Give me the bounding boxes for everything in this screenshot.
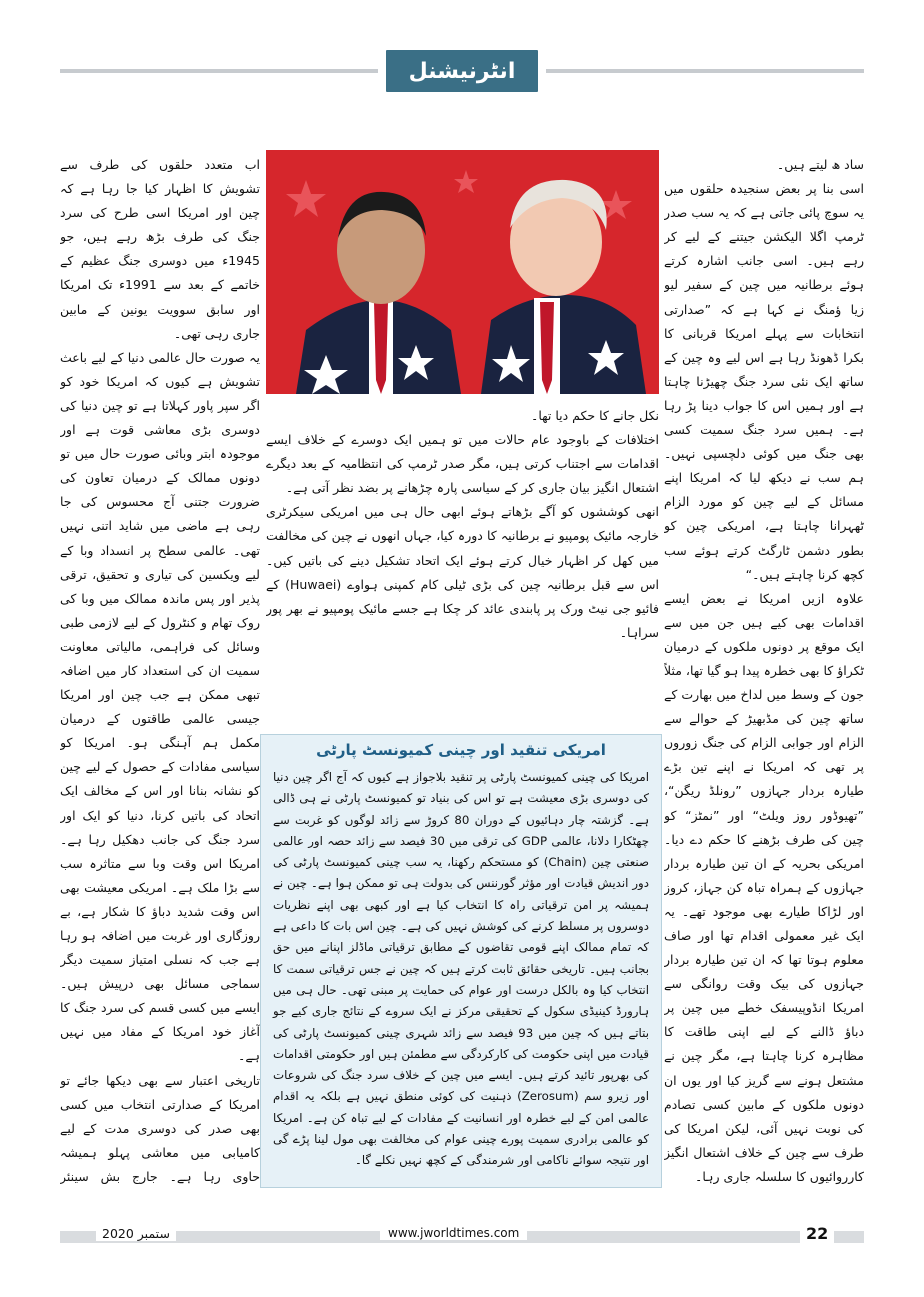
paragraph: تاریخی اعتبار سے بھی دیکھا جائے تو امریکا کے صدارتی انتخاب میں کسی بھی صدر کی دوسری مدت کے لیے کامیابی میں معاشی پہلو ہمیشہ حاوی رہا ہے۔ جارج بش سینئر	[60, 1072, 260, 1184]
paragraph: اختلافات کے باوجود عام حالات میں تو ہمیں ایک دوسرے کے خلاف ایسے اقدامات سے اجتناب کرتی ہیں، مگر صدر ٹرمپ کی انتظامیہ کے بعد دیگرے اشتعال انگیز بیان جاری کر کے سیاسی پارہ چڑھانے پر بضد نظر آتی ہے۔	[266, 432, 659, 496]
leaders-photo	[266, 150, 659, 394]
paragraph: یہ صورت حال عالمی دنیا کے لیے باعث تشویش ہے کیوں کہ امریکا خود کو اگر سپر پاور کہلاتا ہے تو چین دنیا کی دوسری بڑی معاشی قوت ہے اور موجودہ ابتر وبائی صورت حال میں تو دونوں ممالک کے درمیان تعاون کی ضرورت جتنی آج محسوس کی جا رہی ہے ماضی میں شاید اتنی نہیں تھی۔ عالمی سطح پر انسداد وبا کے لیے ویکسین کی تیاری و تحقیق، ترقی پذیر اور پس ماندہ ممالک میں وبا کی روک تھام و کنٹرول کے لیے لازمی طبی وسائل کی فراہمی، مالیاتی معاونت سمیت ان کی استعداد کار میں اضافہ تبھی ممکن ہے جب چین اور امریکا جیسی عالمی طاقتوں کے درمیان مکمل ہم آہنگی ہو۔ امریکا کو سیاسی مفادات کے حصول کے لیے چین کو نشانہ بنانا اور اس کے مخالف ایک اتحاد کی باتیں کرنا، دنیا کو ایک اور سرد جنگ کی جانب دھکیل رہا ہے۔ امریکا اس وقت وبا سے متاثرہ سب سے بڑا ملک ہے۔ امریکی معیشت بھی اس وقت شدید دباؤ کا شکار ہے، بے روزگاری اور غربت میں اضافہ ہو رہا ہے جب کہ نسلی امتیاز سمیت دیگر سماجی مسائل بھی درپیش ہیں۔ ایسے میں کسی قسم کی سرد جنگ کا آغاز خود امریکا کے مفاد میں نہیں ہے۔	[60, 349, 260, 1064]
paragraph: علاوہ ازیں امریکا نے بعض ایسے اقدامات بھی کیے ہیں جن میں سے ایک موقع پر دونوں ملکوں کے درمیان ٹکراؤ کا بھی خطرہ پیدا ہو گیا تھا، مثلاً جون کے وسط میں لداخ میں بھارت کے ساتھ چین کی مڈبھیڑ کے حوالے سے الزام اور جوابی الزام کی جنگ زوروں پر تھی کہ امریکا نے اپنے تین بڑے طیارہ بردار جہازوں ”رونلڈ ریگن“، ”تھیوڈور روز ویلٹ“ اور ”نمٹز“ کو چین کی طرف بڑھنے کا حکم دے دیا۔ امریکی بحریہ کے ان تین طیارہ بردار جہازوں کے ہمراہ تباہ کن جہاز، کروز اور لڑاکا طیارے بھی موجود تھے۔ یہ ایک غیر معمولی اقدام تھا اور صاف معلوم ہوتا تھا کہ ان تین طیارہ بردار جہازوں کی بیک وقت روانگی سے امریکا انڈوپیسفک خطے میں چین پر دباؤ ڈالنے کے لیے اپنی طاقت کا مظاہرہ کرنا چاہتا ہے، مگر چین نے مشتعل ہونے سے گریز کیا اور یوں ان دونوں ملکوں کے مابین کسی تصادم کی نوبت نہیں آئی، لیکن امریکا کی طرف سے چین کے خلاف اشتعال انگیز کارروائیوں کا سلسلہ جاری رہا۔	[664, 590, 864, 1184]
paragraph: نکل جانے کا حکم دیا تھا۔	[531, 408, 659, 423]
website-link[interactable]: www.jworldtimes.com	[380, 1226, 527, 1240]
header-rule-right	[546, 69, 864, 73]
section-title	[386, 50, 538, 92]
paragraph	[664, 1189, 864, 1190]
paragraph: ساد ھ لیتے ہیں۔	[776, 157, 864, 172]
box-body: امریکا کی چینی کمیونسٹ پارٹی پر تنقید بلاجواز ہے کیوں کہ آج اگر چین دنیا کی دوسری بڑی معیشت ہے تو اس کی بنیاد تو کمیونسٹ پارٹی نے ہی ڈالی ہے۔ گزشتہ چار دہائیوں کے دوران 80 کروڑ سے زائد لوگوں کو غربت سے چھٹکارا دلانا، عالمی GDP کی ترقی میں 30 فیصد سے زائد حصہ اور عالمی صنعتی چین (Chain) کو مستحکم رکھنا، یہ سب چینی کمیونسٹ پارٹی کی دور اندیش قیادت اور مؤثر گورننس کی بدولت ہی تو ممکن ہوا ہے۔ چین نے ہمیشہ پر امن ترقیاتی راہ کا انتخاب کیا ہے اور کبھی بھی اپنے نظریات دوسروں پر مسلط کرنے کی کوشش نہیں کی ہے۔ چین اس بات کا داعی ہے کہ تمام ممالک اپنے قومی تقاضوں کے مطابق ترقیاتی ماڈلز اپنانے میں حق بجانب ہیں۔ تاریخی حقائق ثابت کرتے ہیں کہ چین نے جس ترقیاتی سمت کا انتخاب کیا وہ بالکل درست اور عوام کی حمایت پر مبنی تھی۔ حال ہی میں ہارورڈ کینیڈی سکول کے تحقیقی مرکز نے ایک سروے کے نتائج جاری کیے جو بتاتے ہیں کہ چین میں 93 فیصد سے زائد شہری چینی کمیونسٹ پارٹی کی قیادت میں اپنی حکومت کی کارکردگی سے مطمئن ہیں اور حکومتی اقدامات کی بھرپور تائید کرتے ہیں۔ ایسے میں چین کے خلاف سرد جنگ کی شروعات اور زیرو سم (Zerosum) ذہنیت کی کوئی منطق نہیں ہے بلکہ یہ اقدام عالمی امن کے لیے خطرہ اور انسانیت کے مفادات کے لیے تباہ کن ہے۔ امریکا کو عالمی برادری سمیت پورے چینی عوام کی مخالفت بھی مول لینا پڑے گی اور نتیجہ سوائے ناکامی اور شرمندگی کے کچھ نہیں نکلے گا۔	[273, 770, 650, 1168]
paragraph: اب متعدد حلقوں کی طرف سے تشویش کا اظہار کیا جا رہا ہے کہ چین اور امریکا اسی طرح کی سرد جنگ کی طرف بڑھ رہے ہیں، جو 1945ء میں دوسری جنگ عظیم کے خاتمے کے بعد سے 1991ء تک امریکا اور سابق سوویت یونین کے مابین جاری رہی تھی۔	[60, 157, 260, 341]
page-number: 22	[800, 1224, 834, 1243]
right-column	[664, 153, 864, 1190]
sidebar-box	[260, 734, 662, 1188]
header-rule-left	[60, 69, 378, 73]
leaders-photo-icon	[266, 150, 659, 394]
box-title: امریکی تنقید اور چینی کمیونسٹ پارٹی	[316, 741, 606, 759]
section-title-text: انٹرنیشنل	[408, 58, 516, 84]
issue-date: ستمبر 2020	[96, 1226, 176, 1241]
left-column	[60, 153, 260, 1190]
paragraph: انھی کوششوں کو آگے بڑھاتے ہوئے ابھی حال ہی میں امریکی سیکرٹری خارجہ مائیک پومپیو نے برطانیہ کا دورہ کیا، جہاں انھوں نے چین کی مخالفت میں کھل کر اظہار خیال کرتے ہوئے ایک اتحاد تشکیل دینے کی باتیں کیں۔ اس سے قبل برطانیہ چین کی بڑی ٹیلی کام کمپنی ہواوے (Huwaei) کے فائیو جی نیٹ ورک پر پابندی عائد کر چکا ہے جسے مائیک پومپیو نے بھر پور سراہا۔	[266, 504, 659, 640]
middle-column	[266, 404, 659, 724]
paragraph: اسی بنا پر بعض سنجیدہ حلقوں میں یہ سوچ پائی جاتی ہے کہ یہ سب صدر ٹرمپ اگلا الیکشن جیتنے کے لیے کر رہے ہیں۔ اسی جانب اشارہ کرتے ہوئے برطانیہ میں چین کے سفیر لیو زیا ؤمنگ نے کہا ہے کہ ”صدارتی انتخابات سے پہلے امریکا قربانی کا بکرا ڈھونڈ رہا ہے اس لیے وہ چین کے ساتھ ایک نئی سرد جنگ چھیڑنا چاہتا ہے اور ہمیں اس کا جواب دینا پڑ رہا ہے۔ ہمیں سرد جنگ سمیت کسی بھی جنگ میں کوئی دلچسپی نہیں۔ ہم سب نے دیکھ لیا کہ امریکا اپنے مسائل کے لیے چین کو مورد الزام ٹھہرانا چاہتا ہے، امریکی چین کو بطور دشمن ٹارگٹ کرتے ہوئے سب کچھ کرنا چاہتے ہیں۔“	[664, 181, 864, 582]
